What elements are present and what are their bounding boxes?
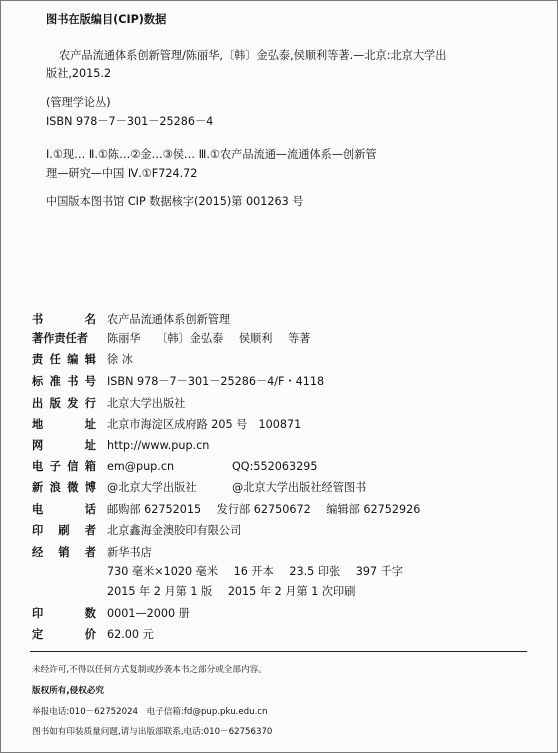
printer: 北京鑫海金澳胶印有限公司 <box>107 524 242 537</box>
author-2: 〔韩〕金弘泰 <box>156 332 224 345</box>
website: http://www.pup.cn <box>107 439 210 452</box>
divider <box>30 651 527 652</box>
rights-statement: 版权所有,侵权必究 <box>32 686 105 696</box>
label-title: 书 名 <box>32 313 96 326</box>
cip-series: (管理学论丛) <box>46 96 111 109</box>
cip-entry-line-2: 版社,2015.2 <box>46 67 112 80</box>
print-run: 0001—2000 册 <box>107 607 190 620</box>
label-address: 地 址 <box>32 418 96 431</box>
author-3: 侯顺利 <box>238 332 273 345</box>
authors <box>107 332 322 345</box>
phone-mail-order: 邮购部 62752015 <box>107 503 202 516</box>
edition-info <box>107 585 367 598</box>
cip-isbn: ISBN 978－7－301－25286－4 <box>46 115 214 128</box>
label-phone: 电 话 <box>32 503 96 516</box>
price: 62.00 元 <box>107 628 154 641</box>
weibo-account-2: @北京大学出版社经管图书 <box>232 481 367 494</box>
qq-number: QQ:552063295 <box>232 460 318 473</box>
address: 北京市海淀区成府路 205 号 100871 <box>107 418 302 431</box>
book-format <box>107 565 415 578</box>
cip-subjects-line-1: Ⅰ.①现… Ⅱ.①陈…②金…③侯… Ⅲ.①农产品流通—流通体系—创新管 <box>46 148 377 161</box>
format: 16 开本 <box>233 565 274 578</box>
label-publisher: 出 版 发 行 <box>32 397 96 410</box>
label-weibo: 新 浪 微 博 <box>32 481 96 494</box>
author-1: 陈丽华 <box>107 332 141 345</box>
publisher: 北京大学出版社 <box>107 397 186 410</box>
report-contact: 举报电话:010－62752024 电子信箱:fd@pup.pku.edu.cn <box>32 707 268 717</box>
editor: 徐 冰 <box>107 353 133 366</box>
label-distributor: 经 销 者 <box>32 546 96 559</box>
phone-editorial: 编辑部 62752926 <box>326 503 421 516</box>
label-authors: 著作责任者 <box>32 332 88 345</box>
isbn: ISBN 978－7－301－25286－4/F・4118 <box>107 375 325 388</box>
weibo-account-1: @北京大学出版社 <box>107 481 197 494</box>
cip-record-number: 中国版本图书馆 CIP 数据核字(2015)第 001263 号 <box>46 195 304 208</box>
phone-numbers <box>107 503 432 516</box>
label-price: 定 价 <box>32 628 96 641</box>
authors-suffix: 等著 <box>287 332 311 345</box>
copying-notice: 未经许可,不得以任何方式复制或抄袭本书之部分或全部内容。 <box>32 665 267 675</box>
label-printer: 印 刷 者 <box>32 524 96 537</box>
label-website: 网 址 <box>32 439 96 452</box>
label-editor: 责 任 编 辑 <box>32 353 96 366</box>
edition: 2015 年 2 月第 1 版 <box>107 585 213 598</box>
email: em@pup.cn <box>107 460 175 473</box>
page-size: 730 毫米×1020 毫米 <box>107 565 219 578</box>
distributor: 新华书店 <box>107 546 152 559</box>
printing: 2015 年 2 月第 1 次印刷 <box>227 585 356 598</box>
book-title: 农产品流通体系创新管理 <box>107 313 231 326</box>
label-isbn: 标 准 书 号 <box>32 375 96 388</box>
cip-entry-line-1: 农产品流通体系创新管理/陈丽华,〔韩〕金弘泰,侯顺利等著.—北京:北京大学出 <box>59 49 447 62</box>
cip-heading: 图书在版编目(CIP)数据 <box>46 13 167 26</box>
word-count: 397 千字 <box>355 565 404 578</box>
label-email: 电 子 信 箱 <box>32 460 96 473</box>
cip-subjects-line-2: 理—研究—中国 Ⅳ.①F724.72 <box>46 167 198 180</box>
label-print-run: 印 数 <box>32 607 96 620</box>
quality-contact: 图书如有印装质量问题,请与出版部联系,电话:010－62756370 <box>32 727 273 737</box>
printed-sheets: 23.5 印张 <box>289 565 341 578</box>
phone-distribution: 发行部 62750672 <box>216 503 311 516</box>
